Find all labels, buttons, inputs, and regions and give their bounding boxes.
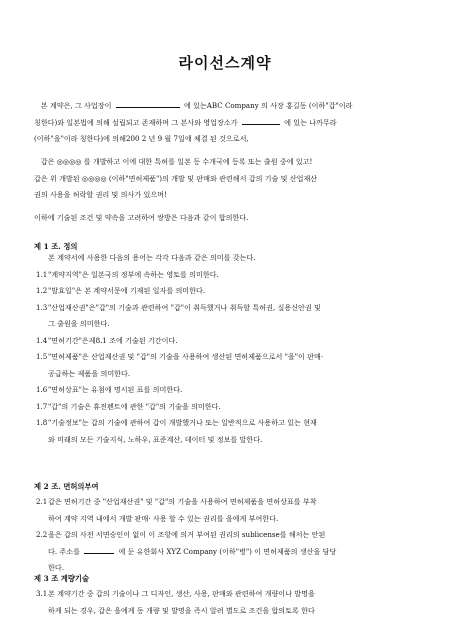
clause-text: 다. 주소를 bbox=[48, 546, 80, 556]
clause-text: "면허제품"은 산업재산권 및 "갑"의 기술을 사용하여 생산된 면허제품으로서 "을"이 판매· bbox=[48, 352, 324, 361]
clause-number: 2.1 bbox=[36, 497, 48, 506]
intro-line-2 bbox=[34, 115, 416, 132]
clause-number: 1.5 bbox=[36, 352, 48, 361]
clause-1-3-cont: 그 출원을 의미한다. bbox=[48, 319, 110, 328]
clause-3-1 bbox=[36, 586, 420, 603]
clause-1-5-cont: 공급하는 제품을 의미한다. bbox=[48, 368, 131, 378]
clause-number: 1.3 bbox=[36, 302, 48, 312]
clause-1-4 bbox=[36, 333, 420, 350]
clause-number: 1.4 bbox=[36, 335, 48, 345]
clause-1-2 bbox=[36, 283, 420, 300]
clause-3-1-cont: 하게 되는 경우, 갑은 을에게 동 개량 및 발명을 즉시 알려 별도로 조건을 합의토록 한다 bbox=[48, 605, 315, 615]
clause-number: 1.7 bbox=[36, 401, 48, 411]
intro-text-1a: 본 계약은, 그 사업장이 bbox=[40, 101, 112, 110]
clause-1-6 bbox=[36, 382, 420, 399]
clause-text: 에 둔 유한회사 XYZ Company (이하"병") 이 면허제품의 생산을 담당 bbox=[118, 546, 337, 556]
clause-2-1 bbox=[36, 494, 420, 511]
clause-number: 1.2 bbox=[36, 286, 48, 295]
clause-text: 을은 갑의 사전 서면승인이 없이 이 조항에 의거 부여된 권리의 sublicense를 해서는 안된 bbox=[48, 530, 326, 539]
clause-text: "기술정보"는 갑의 기술에 관하여 갑이 개발했거나 또는 일반적으로 사용하고 있는 현재 bbox=[48, 418, 317, 427]
clause-1-7 bbox=[36, 399, 420, 416]
clause-text: 본 계약기간 중 갑의 기술이나 그 디자인, 생산, 사용, 판매와 관련하여 개량이나 발명을 bbox=[48, 589, 315, 598]
agreement-paragraph: 이하에 기술된 조건 및 약속을 고려하여 쌍방은 다음과 같이 합의한다. bbox=[34, 213, 249, 222]
recital-line-2: 갑은 위 개발된 ◎◎◎◎ (이하"면허제품")의 개발 및 판매와 관련해서 갑의 기술 및 산업재산 bbox=[34, 173, 318, 183]
intro-line-3: (이하"을"이라 칭한다)에 의해200 2 년 9 월 7일에 체결 된 것으로서, bbox=[34, 134, 249, 143]
intro-paragraph bbox=[34, 98, 416, 148]
clause-2-2-cont bbox=[36, 544, 420, 561]
clause-text: "계약지역"은 일본국의 정부에 속하는 영토를 의미한다. bbox=[48, 269, 219, 279]
article-3-body bbox=[36, 586, 420, 619]
clause-text: "산업재산권"은"갑"의 기술과 관련하여 "갑"이 취득했거나 취득할 특허권, 실용신안권 및 bbox=[48, 302, 321, 312]
recital-paragraph bbox=[34, 154, 416, 204]
clause-1-3 bbox=[36, 300, 420, 317]
article-2-heading: 제 2 조. 면허의부여 bbox=[34, 482, 99, 491]
article-1-lead: 본 계약서에 사용한 다음의 용어는 각각 다음과 같은 의미를 갖는다. bbox=[48, 253, 256, 262]
clause-2-1-cont: 하여 계약 지역 내에서 개발 판매· 사용 할 수 있는 권리를 을에게 부여한다. bbox=[48, 513, 279, 523]
clause-number: 1.6 bbox=[36, 385, 48, 394]
intro-text-1b: 에 있는ABC Company 의 사장 홍길동 (이하"갑"이라 bbox=[184, 101, 353, 110]
clause-number: 3.1 bbox=[36, 589, 48, 598]
clause-text: "면허기간"은제8.1 조에 기술된 기간이다. bbox=[48, 335, 178, 345]
clause-1-8-cont: 와 미래의 모든 기술지식, 노하우, 표준계산, 데이터 및 정보를 말한다. bbox=[48, 434, 263, 444]
article-1-heading: 제 1 조. 정의 bbox=[34, 242, 78, 251]
clause-1-5 bbox=[36, 349, 420, 366]
clause-text: "면허상표"는 유첨에 명시된 표를 의미한다. bbox=[48, 385, 183, 394]
clause-1-1 bbox=[36, 267, 420, 284]
intro-text-2a: 칭한다)와 일본법에 의해 설립되고 존재하며 그 본사와 영업장소가 bbox=[34, 117, 238, 127]
document-title: 라이선스계약 bbox=[178, 54, 272, 72]
recital-line-1 bbox=[34, 154, 416, 171]
intro-text-2b: 에 있는 나까무라 bbox=[284, 117, 337, 127]
clause-number: 1.8 bbox=[36, 418, 48, 427]
address-blank-3 bbox=[84, 545, 114, 554]
clause-number: 1.1 bbox=[36, 269, 48, 279]
clause-text: "갑"의 기술은 휴전펜트에 관한 "갑"의 기술을 의미한다. bbox=[48, 401, 221, 411]
intro-line-1 bbox=[34, 98, 416, 115]
recital-line-3: 권의 사용을 허락할 권리 및 의사가 있으며! bbox=[34, 190, 167, 199]
address-blank-2 bbox=[242, 116, 280, 125]
clause-text: 갑은 면허기간 중 "산업재산권" 및 "갑"의 기술을 사용하여 면허제품을 면허상표를 부착 bbox=[48, 497, 317, 506]
recital-text-1: 갑은 ◎◎◎◎ 를 개발하고 이에 대한 특허를 일본 등 수개국에 등록 또는 출원 중에 있고! bbox=[40, 157, 313, 166]
address-blank-1 bbox=[116, 99, 180, 108]
clause-number: 2.2 bbox=[36, 530, 48, 539]
clause-text: "발효일"은 본 계약서문에 기재된 일자를 의미한다. bbox=[48, 286, 206, 295]
article-2-body bbox=[36, 494, 420, 577]
clause-2-2 bbox=[36, 527, 420, 544]
article-1-body bbox=[36, 250, 420, 448]
clause-2-2-cont-2: 한다. bbox=[48, 563, 64, 572]
article-3-heading: 제 3 조 계량기술 bbox=[34, 574, 89, 583]
clause-1-8 bbox=[36, 415, 420, 432]
